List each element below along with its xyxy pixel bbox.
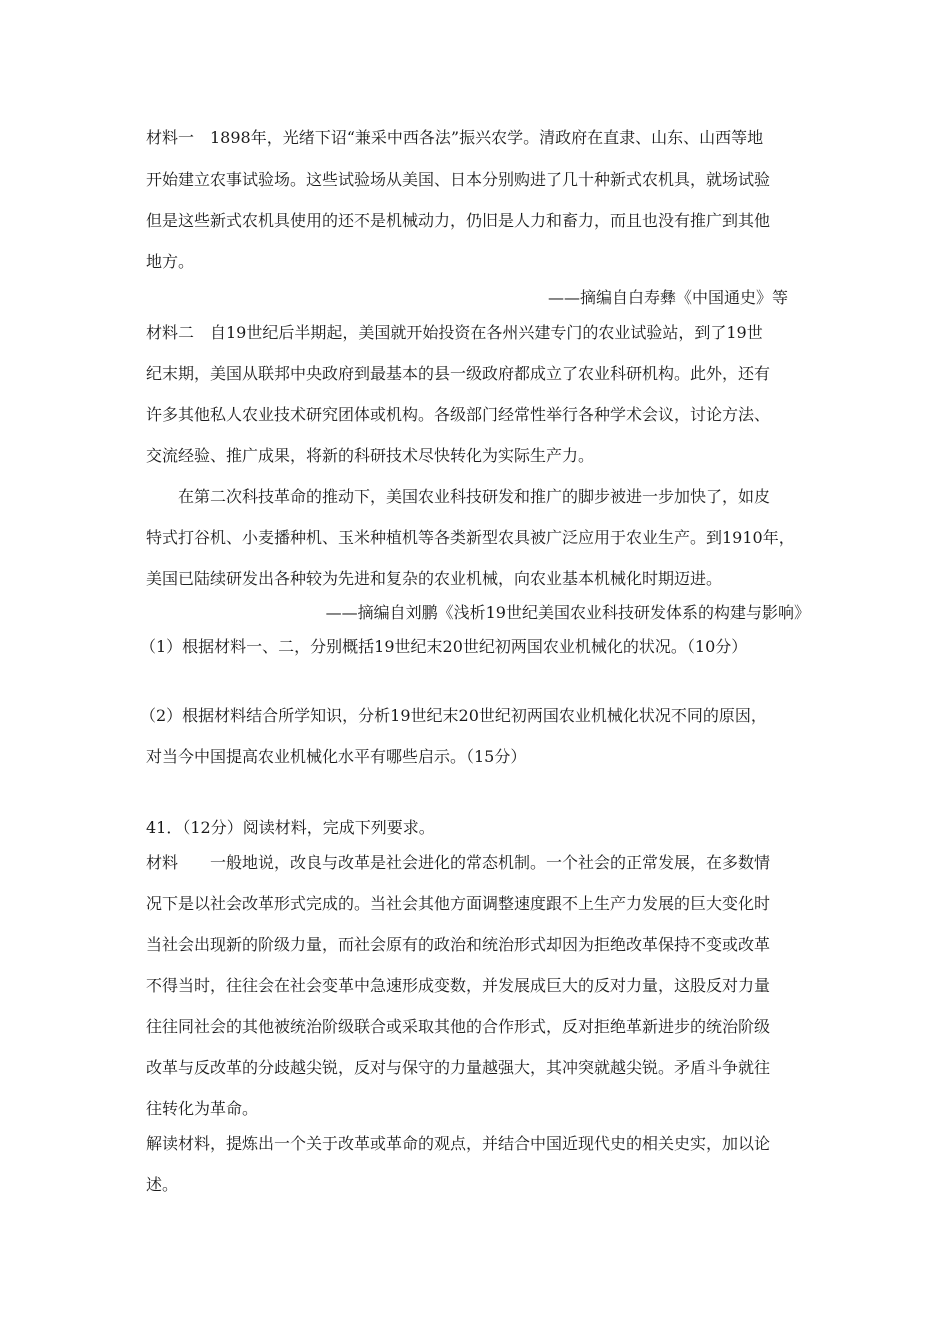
question-41-material-line-7: 往转化为革命。 [146, 1099, 259, 1118]
material-2-line-4: 交流经验、推广成果，将新的科研技术尽快转化为实际生产力。 [146, 446, 595, 465]
question-41-heading: 41．（12分）阅读材料，完成下列要求。 [146, 818, 435, 837]
material-1-line-3: 但是这些新式农机具使用的还不是机械动力，仍旧是人力和畜力，而且也没有推广到其他 [146, 211, 771, 230]
question-41-material-line-4: 不得当时，往往会在社会变革中急速形成变数，并发展成巨大的反对力量，这股反对力量 [146, 976, 771, 995]
material-2-source: ——摘编自刘鹏《浅析19世纪美国农业科技研发体系的构建与影响》 [325, 603, 810, 622]
material-1-line-1: 材料一 1898年，光绪下诏“兼采中西各法”振兴农学。清政府在直隶、山东、山西等地 [146, 128, 764, 147]
question-41-task-line-2: 述。 [146, 1175, 179, 1194]
material-2-line-2: 纪末期，美国从联邦中央政府到最基本的县一级政府都成立了农业科研机构。此外，还有 [146, 364, 771, 383]
question-2-line-1: （2）根据材料结合所学知识，分析19世纪末20世纪初两国农业机械化状况不同的原因， [140, 706, 767, 725]
material-2-line-1: 材料二 自19世纪后半期起，美国就开始投资在各州兴建专门的农业试验站，到了19世 [146, 323, 763, 342]
question-41-material-line-6: 改革与反改革的分歧越尖锐，反对与保守的力量越强大，其冲突就越尖锐。矛盾斗争就往 [146, 1058, 771, 1077]
material-2-para2-line-2: 特式打谷机、小麦播种机、玉米种植机等各类新型农具被广泛应用于农业生产。到1910年， [146, 528, 795, 547]
question-41-material-line-2: 况下是以社会改革形式完成的。当社会其他方面调整速度跟不上生产力发展的巨大变化时 [146, 894, 771, 913]
material-2-line-3: 许多其他私人农业技术研究团体或机构。各级部门经常性举行各种学术会议，讨论方法、 [146, 405, 771, 424]
question-41-material-line-3: 当社会出现新的阶级力量，而社会原有的政治和统治形式却因为拒绝改革保持不变或改革 [146, 935, 771, 954]
material-1-line-4: 地方。 [146, 252, 195, 271]
material-1-source: ——摘编自白寿彝《中国通史》等 [547, 288, 788, 307]
question-2-line-2: 对当今中国提高农业机械化水平有哪些启示。（15分） [146, 747, 527, 766]
question-1: （1）根据材料一、二，分别概括19世纪末20世纪初两国农业机械化的状况。（10分） [140, 637, 748, 656]
question-41-material-line-1: 材料 一般地说，改良与改革是社会进化的常态机制。一个社会的正常发展，在多数情 [146, 853, 771, 872]
question-41-task-line-1: 解读材料，提炼出一个关于改革或革命的观点，并结合中国近现代史的相关史实，加以论 [146, 1134, 771, 1153]
material-2-para2-line-1: 在第二次科技革命的推动下，美国农业科技研发和推广的脚步被进一步加快了，如皮 [178, 487, 771, 506]
question-41-material-line-5: 往往同社会的其他被统治阶级联合或采取其他的合作形式，反对拒绝革新进步的统治阶级 [146, 1017, 771, 1036]
material-2-para2-line-3: 美国已陆续研发出各种较为先进和复杂的农业机械，向农业基本机械化时期迈进。 [146, 569, 723, 588]
material-1-line-2: 开始建立农事试验场。这些试验场从美国、日本分别购进了几十种新式农机具，就场试验 [146, 170, 771, 189]
